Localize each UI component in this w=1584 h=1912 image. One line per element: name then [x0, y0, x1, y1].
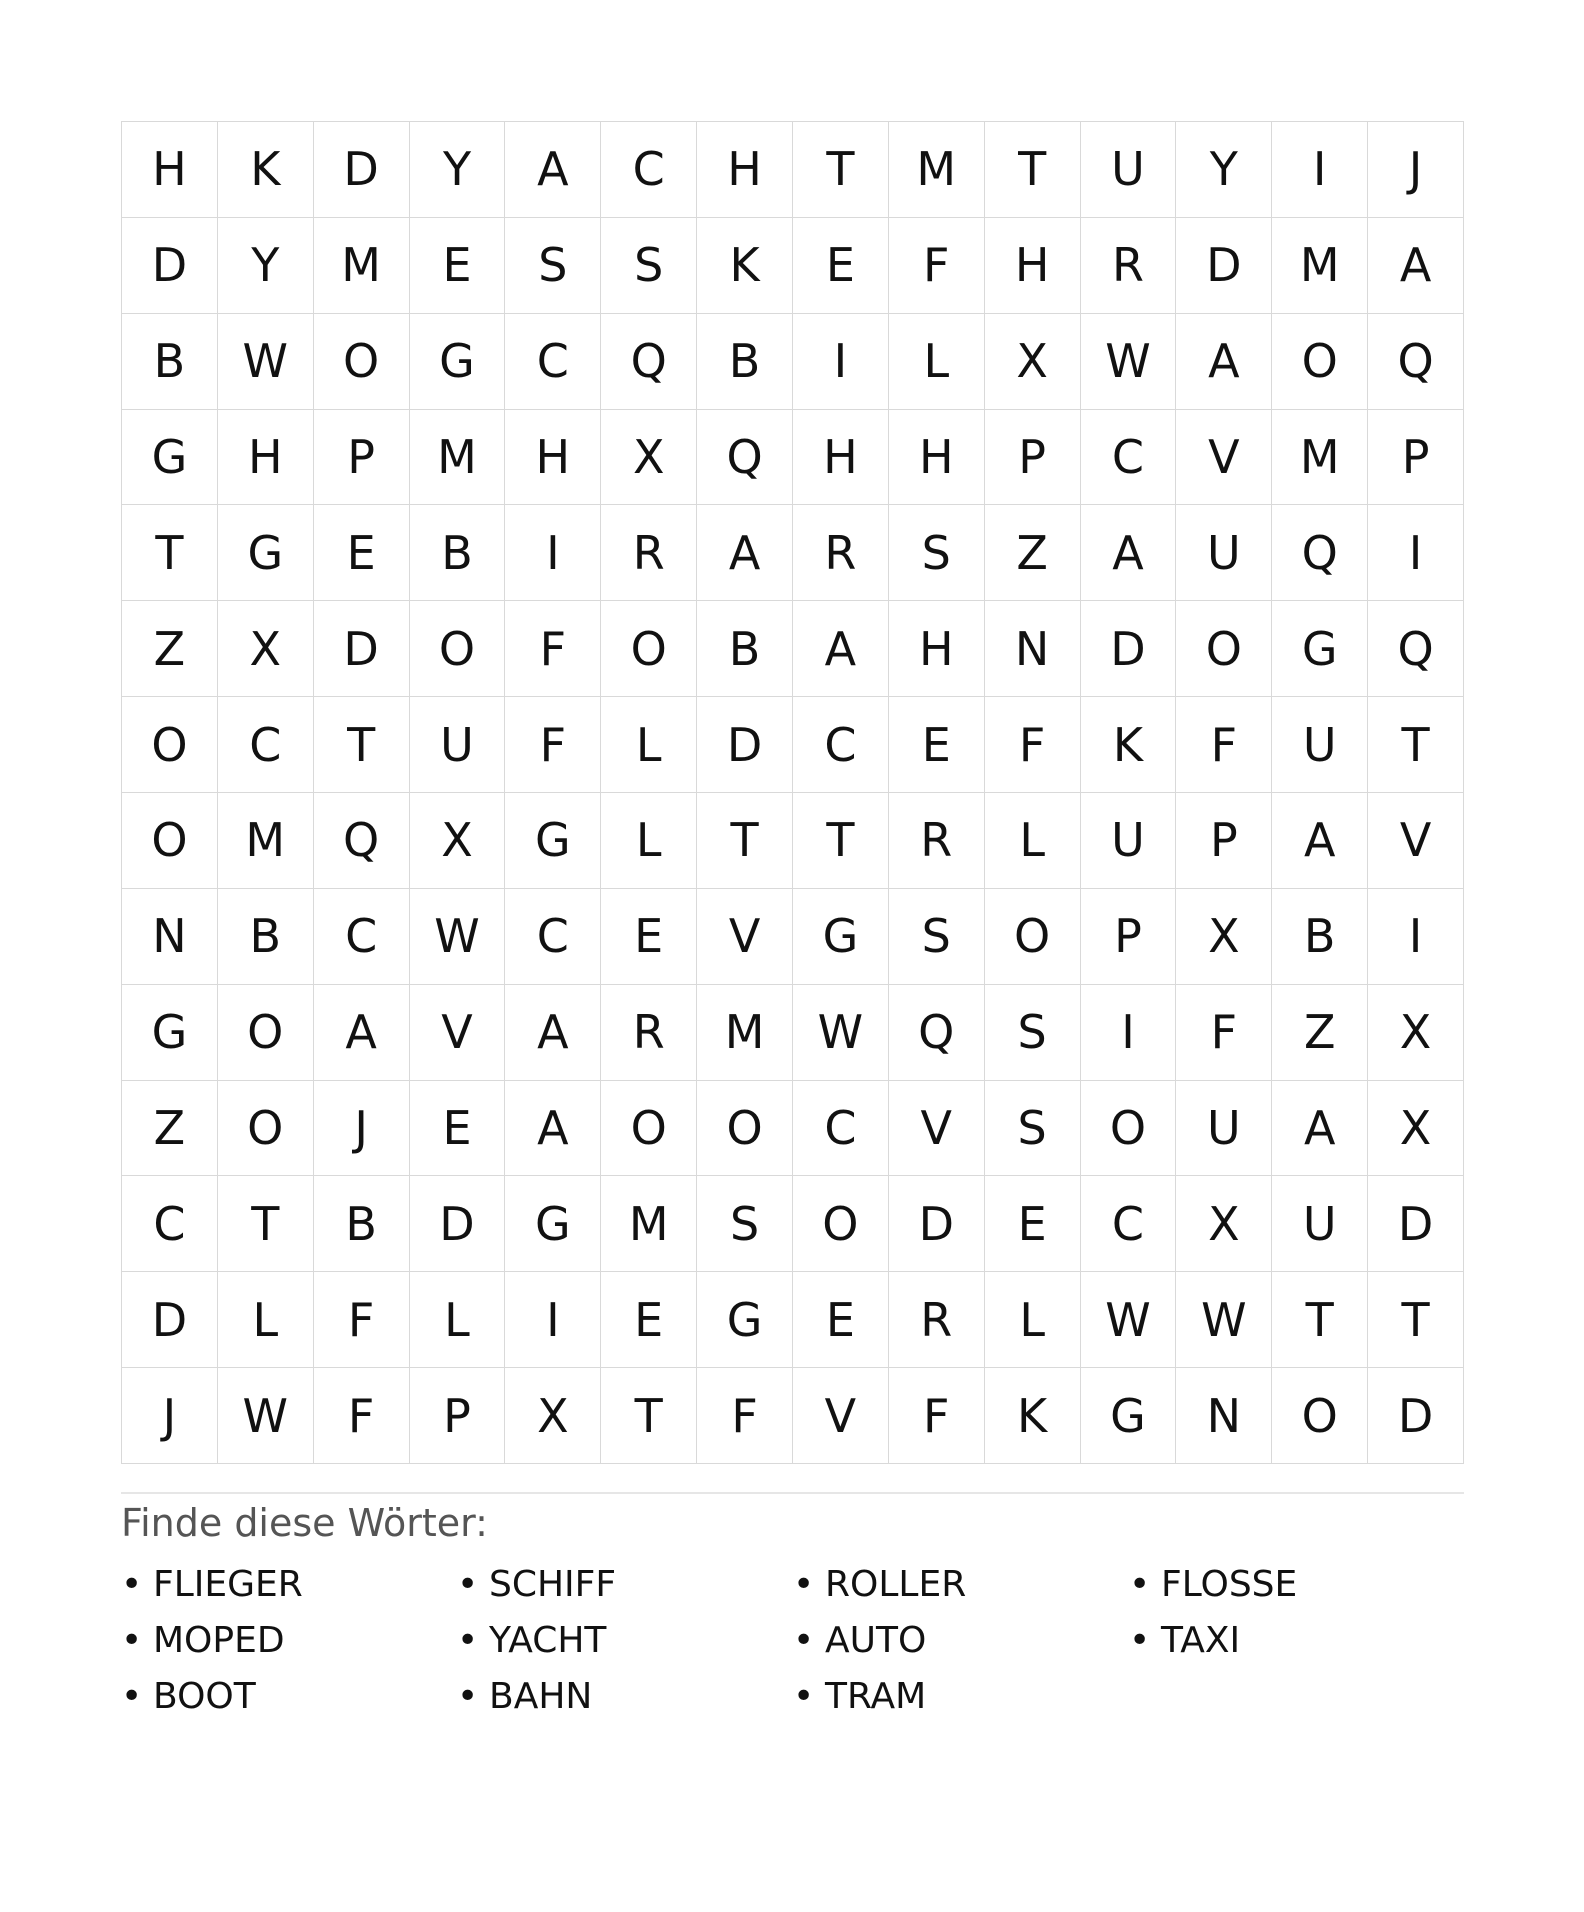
grid-cell[interactable]: P: [1081, 889, 1177, 985]
grid-cell[interactable]: Y: [1176, 122, 1272, 218]
word-list-item: • MOPED: [121, 1613, 457, 1669]
grid-cell[interactable]: T: [218, 1176, 314, 1272]
grid-cell[interactable]: U: [410, 697, 506, 793]
grid-cell[interactable]: F: [985, 697, 1081, 793]
grid-cell[interactable]: C: [314, 889, 410, 985]
grid-cell[interactable]: C: [793, 697, 889, 793]
grid-cell[interactable]: Q: [314, 793, 410, 889]
grid-cell[interactable]: E: [314, 505, 410, 601]
grid-cell[interactable]: D: [1081, 601, 1177, 697]
grid-cell[interactable]: I: [1081, 985, 1177, 1081]
grid-cell[interactable]: T: [1368, 1272, 1464, 1368]
grid-cell[interactable]: H: [122, 122, 218, 218]
grid-cell[interactable]: F: [1176, 697, 1272, 793]
grid-cell[interactable]: H: [697, 122, 793, 218]
grid-cell[interactable]: V: [889, 1081, 985, 1177]
grid-cell[interactable]: X: [1176, 889, 1272, 985]
grid-cell[interactable]: D: [1176, 218, 1272, 314]
grid-cell[interactable]: F: [889, 218, 985, 314]
grid-cell[interactable]: Z: [122, 1081, 218, 1177]
grid-cell[interactable]: V: [410, 985, 506, 1081]
grid-cell[interactable]: C: [793, 1081, 889, 1177]
grid-cell[interactable]: Q: [1272, 505, 1368, 601]
grid-cell[interactable]: F: [314, 1272, 410, 1368]
grid-cell[interactable]: U: [1081, 122, 1177, 218]
grid-cell[interactable]: X: [410, 793, 506, 889]
grid-cell[interactable]: B: [1272, 889, 1368, 985]
grid-cell[interactable]: R: [793, 505, 889, 601]
grid-cell[interactable]: O: [410, 601, 506, 697]
grid-cell[interactable]: F: [889, 1368, 985, 1464]
divider: [121, 1492, 1464, 1494]
grid-cell[interactable]: X: [218, 601, 314, 697]
grid-cell[interactable]: R: [601, 505, 697, 601]
grid-cell[interactable]: T: [601, 1368, 697, 1464]
word-list-item: • AUTO: [793, 1613, 1129, 1669]
grid-cell[interactable]: O: [601, 1081, 697, 1177]
grid-cell[interactable]: T: [122, 505, 218, 601]
grid-cell[interactable]: N: [1176, 1368, 1272, 1464]
grid-cell[interactable]: L: [601, 793, 697, 889]
grid-cell[interactable]: J: [122, 1368, 218, 1464]
grid-cell[interactable]: V: [697, 889, 793, 985]
grid-cell[interactable]: O: [793, 1176, 889, 1272]
grid-cell[interactable]: F: [314, 1368, 410, 1464]
grid-cell[interactable]: A: [505, 985, 601, 1081]
grid-cell[interactable]: A: [1272, 1081, 1368, 1177]
grid-cell[interactable]: C: [1081, 410, 1177, 506]
grid-cell[interactable]: E: [985, 1176, 1081, 1272]
grid-cell[interactable]: T: [697, 793, 793, 889]
grid-cell[interactable]: G: [505, 1176, 601, 1272]
grid-cell[interactable]: Q: [697, 410, 793, 506]
grid-cell[interactable]: I: [1368, 505, 1464, 601]
grid-cell[interactable]: L: [985, 1272, 1081, 1368]
grid-cell[interactable]: I: [793, 314, 889, 410]
grid-cell[interactable]: M: [889, 122, 985, 218]
grid-cell[interactable]: C: [1081, 1176, 1177, 1272]
grid-cell[interactable]: D: [889, 1176, 985, 1272]
grid-cell[interactable]: C: [505, 314, 601, 410]
grid-cell[interactable]: S: [985, 985, 1081, 1081]
grid-cell[interactable]: Y: [410, 122, 506, 218]
grid-cell[interactable]: B: [218, 889, 314, 985]
grid-cell[interactable]: U: [1081, 793, 1177, 889]
grid-cell[interactable]: W: [1081, 314, 1177, 410]
grid-cell[interactable]: H: [505, 410, 601, 506]
word-list-item: • ROLLER: [793, 1557, 1129, 1613]
grid-cell[interactable]: J: [1368, 122, 1464, 218]
grid-cell[interactable]: B: [122, 314, 218, 410]
grid-cell[interactable]: O: [601, 601, 697, 697]
grid-cell[interactable]: Q: [1368, 314, 1464, 410]
grid-cell[interactable]: D: [1368, 1368, 1464, 1464]
grid-cell[interactable]: M: [314, 218, 410, 314]
grid-cell[interactable]: I: [505, 505, 601, 601]
grid-cell[interactable]: T: [1272, 1272, 1368, 1368]
grid-cell[interactable]: D: [1368, 1176, 1464, 1272]
grid-cell[interactable]: G: [218, 505, 314, 601]
grid-cell[interactable]: Q: [1368, 601, 1464, 697]
grid-cell[interactable]: I: [505, 1272, 601, 1368]
grid-cell[interactable]: L: [889, 314, 985, 410]
grid-cell[interactable]: O: [122, 793, 218, 889]
grid-cell[interactable]: L: [410, 1272, 506, 1368]
grid-cell[interactable]: X: [1176, 1176, 1272, 1272]
grid-cell[interactable]: Z: [985, 505, 1081, 601]
word-list-item: • YACHT: [457, 1613, 793, 1669]
grid-cell[interactable]: M: [697, 985, 793, 1081]
grid-cell[interactable]: P: [314, 410, 410, 506]
word-search-grid: [121, 121, 1464, 1464]
grid-cell[interactable]: K: [218, 122, 314, 218]
grid-cell[interactable]: A: [505, 1081, 601, 1177]
grid-cell[interactable]: I: [1368, 889, 1464, 985]
grid-cell[interactable]: M: [1272, 410, 1368, 506]
grid-cell[interactable]: E: [793, 218, 889, 314]
grid-cell[interactable]: D: [410, 1176, 506, 1272]
grid-cell[interactable]: M: [410, 410, 506, 506]
grid-cell[interactable]: Q: [889, 985, 985, 1081]
grid-cell[interactable]: U: [1272, 697, 1368, 793]
grid-cell[interactable]: T: [314, 697, 410, 793]
grid-cell[interactable]: E: [601, 889, 697, 985]
grid-cell[interactable]: O: [314, 314, 410, 410]
word-list-item: • FLIEGER: [121, 1557, 457, 1613]
grid-cell[interactable]: F: [1176, 985, 1272, 1081]
grid-cell[interactable]: Y: [218, 218, 314, 314]
grid-cell[interactable]: P: [1368, 410, 1464, 506]
grid-cell[interactable]: L: [985, 793, 1081, 889]
grid-cell[interactable]: H: [793, 410, 889, 506]
grid-cell[interactable]: F: [697, 1368, 793, 1464]
grid-cell[interactable]: V: [793, 1368, 889, 1464]
grid-cell[interactable]: D: [314, 601, 410, 697]
grid-cell[interactable]: E: [889, 697, 985, 793]
grid-cell[interactable]: B: [314, 1176, 410, 1272]
grid-cell[interactable]: N: [985, 601, 1081, 697]
grid-cell[interactable]: J: [314, 1081, 410, 1177]
grid-cell[interactable]: O: [122, 697, 218, 793]
grid-cell[interactable]: K: [697, 218, 793, 314]
grid-cell[interactable]: A: [505, 122, 601, 218]
grid-cell[interactable]: S: [697, 1176, 793, 1272]
grid-cell[interactable]: X: [1368, 1081, 1464, 1177]
grid-cell[interactable]: C: [218, 697, 314, 793]
grid-cell[interactable]: A: [1081, 505, 1177, 601]
grid-cell[interactable]: N: [122, 889, 218, 985]
grid-cell[interactable]: R: [889, 1272, 985, 1368]
grid-cell[interactable]: G: [697, 1272, 793, 1368]
grid-cell[interactable]: X: [505, 1368, 601, 1464]
grid-cell[interactable]: R: [1081, 218, 1177, 314]
grid-cell[interactable]: O: [1176, 601, 1272, 697]
grid-cell[interactable]: X: [1368, 985, 1464, 1081]
word-list-item: • TRAM: [793, 1669, 1129, 1725]
grid-cell[interactable]: X: [985, 314, 1081, 410]
grid-cell[interactable]: S: [889, 889, 985, 985]
grid-cell[interactable]: T: [1368, 697, 1464, 793]
grid-cell[interactable]: Q: [601, 314, 697, 410]
grid-cell[interactable]: A: [1368, 218, 1464, 314]
grid-cell[interactable]: K: [985, 1368, 1081, 1464]
grid-cell[interactable]: A: [1272, 793, 1368, 889]
grid-cell[interactable]: E: [793, 1272, 889, 1368]
grid-cell[interactable]: W: [1081, 1272, 1177, 1368]
grid-cell[interactable]: A: [793, 601, 889, 697]
grid-cell[interactable]: S: [601, 218, 697, 314]
grid-cell[interactable]: X: [601, 410, 697, 506]
grid-cell[interactable]: P: [1176, 793, 1272, 889]
grid-cell[interactable]: W: [410, 889, 506, 985]
grid-cell[interactable]: D: [314, 122, 410, 218]
grid-cell[interactable]: T: [793, 122, 889, 218]
word-list-item: • FLOSSE: [1129, 1557, 1465, 1613]
grid-cell[interactable]: G: [410, 314, 506, 410]
grid-cell[interactable]: W: [218, 1368, 314, 1464]
grid-cell[interactable]: B: [410, 505, 506, 601]
word-list-item: • SCHIFF: [457, 1557, 793, 1613]
grid-cell[interactable]: S: [505, 218, 601, 314]
grid-cell[interactable]: W: [1176, 1272, 1272, 1368]
word-list: [121, 1557, 1464, 1725]
grid-cell[interactable]: D: [122, 1272, 218, 1368]
word-list-heading: Finde diese Wörter:: [121, 1501, 488, 1545]
grid-cell[interactable]: P: [410, 1368, 506, 1464]
grid-cell[interactable]: O: [1272, 314, 1368, 410]
grid-cell[interactable]: C: [505, 889, 601, 985]
grid-cell[interactable]: G: [122, 985, 218, 1081]
grid-cell[interactable]: G: [793, 889, 889, 985]
grid-cell[interactable]: O: [1272, 1368, 1368, 1464]
grid-cell[interactable]: M: [1272, 218, 1368, 314]
grid-cell[interactable]: W: [793, 985, 889, 1081]
grid-cell[interactable]: B: [697, 314, 793, 410]
grid-cell[interactable]: U: [1176, 1081, 1272, 1177]
grid-cell[interactable]: T: [985, 122, 1081, 218]
grid-cell[interactable]: H: [985, 218, 1081, 314]
grid-cell[interactable]: A: [314, 985, 410, 1081]
grid-cell[interactable]: K: [1081, 697, 1177, 793]
grid-cell[interactable]: S: [889, 505, 985, 601]
grid-cell[interactable]: I: [1272, 122, 1368, 218]
grid-cell[interactable]: O: [218, 985, 314, 1081]
grid-cell[interactable]: R: [601, 985, 697, 1081]
grid-cell[interactable]: O: [697, 1081, 793, 1177]
grid-cell[interactable]: S: [985, 1081, 1081, 1177]
word-list-item: • BAHN: [457, 1669, 793, 1725]
grid-cell[interactable]: E: [410, 218, 506, 314]
grid-cell[interactable]: E: [410, 1081, 506, 1177]
grid-cell[interactable]: H: [218, 410, 314, 506]
word-list-item: • TAXI: [1129, 1613, 1465, 1669]
grid-cell[interactable]: V: [1176, 410, 1272, 506]
grid-cell[interactable]: G: [1272, 601, 1368, 697]
grid-cell[interactable]: A: [697, 505, 793, 601]
grid-cell[interactable]: F: [505, 697, 601, 793]
grid-cell[interactable]: O: [218, 1081, 314, 1177]
grid-cell[interactable]: C: [122, 1176, 218, 1272]
grid-cell[interactable]: F: [505, 601, 601, 697]
grid-cell[interactable]: D: [122, 218, 218, 314]
grid-cell[interactable]: A: [1176, 314, 1272, 410]
grid-cell[interactable]: H: [889, 410, 985, 506]
grid-cell[interactable]: G: [505, 793, 601, 889]
grid-cell[interactable]: D: [697, 697, 793, 793]
grid-cell[interactable]: G: [122, 410, 218, 506]
grid-cell[interactable]: E: [601, 1272, 697, 1368]
grid-cell[interactable]: R: [889, 793, 985, 889]
grid-cell[interactable]: Z: [1272, 985, 1368, 1081]
grid-cell[interactable]: Z: [122, 601, 218, 697]
grid-cell[interactable]: O: [1081, 1081, 1177, 1177]
grid-cell[interactable]: T: [793, 793, 889, 889]
grid-cell[interactable]: W: [218, 314, 314, 410]
grid-cell[interactable]: P: [985, 410, 1081, 506]
grid-cell[interactable]: O: [985, 889, 1081, 985]
grid-cell[interactable]: V: [1368, 793, 1464, 889]
grid-cell[interactable]: B: [697, 601, 793, 697]
word-list-item: • BOOT: [121, 1669, 457, 1725]
grid-cell[interactable]: M: [601, 1176, 697, 1272]
grid-cell[interactable]: L: [218, 1272, 314, 1368]
grid-cell[interactable]: U: [1176, 505, 1272, 601]
grid-cell[interactable]: C: [601, 122, 697, 218]
grid-cell[interactable]: M: [218, 793, 314, 889]
grid-cell[interactable]: H: [889, 601, 985, 697]
grid-cell[interactable]: L: [601, 697, 697, 793]
grid-cell[interactable]: G: [1081, 1368, 1177, 1464]
grid-cell[interactable]: U: [1272, 1176, 1368, 1272]
